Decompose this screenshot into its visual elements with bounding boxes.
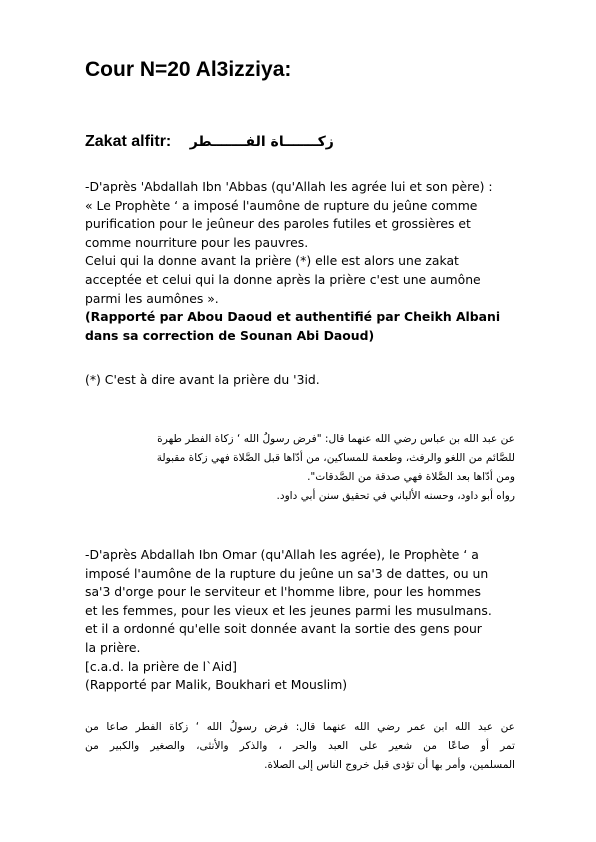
hadith1-arabic-line: عن عبد الله بن عباس رضي الله عنهما قال: "فرض رسولُ الله ‘ زكاة الفطر طهرة (157, 433, 515, 445)
hadith2-line: et il a ordonné qu'elle soit donnée avant la sortie des gens pour (85, 621, 482, 637)
footnote-text: (*) C'est à dire avant la prière du '3id. (85, 372, 320, 387)
hadith1-arabic-line: رواه أبو داود، وحسنه الألباني في تحقيق سنن أبي داود. (276, 490, 515, 502)
subtitle-label: Zakat alfitr: (85, 133, 172, 150)
hadith1-arabic-line: للصَّائم من اللغو والرفث، وطعمة للمساكين، من أدّاها قبل الصَّلاة فهي زكاة مقبولة (156, 452, 515, 464)
hadith2-arabic (85, 718, 515, 775)
subtitle-arabic: زكـــــــاة الفـــــــطر (189, 134, 334, 150)
hadith1-line: parmi les aumônes ». (85, 290, 219, 306)
hadith1-source-line: (Rapporté par Abou Daoud et authentifié par Cheikh Albani (85, 309, 501, 325)
hadith1-arabic-line: ومن أدّاها بعد الصَّلاة فهي صدقة من الصَّدقات". (307, 471, 515, 483)
hadith1-line: -D'après 'Abdallah Ibn 'Abbas (qu'Allah les agrée lui et son père) : (85, 179, 493, 194)
hadith2-line: la prière. (85, 639, 141, 655)
hadith1-arabic (85, 430, 515, 506)
hadith2-line: imposé l'aumône de la rupture du jeûne un sa'3 de dattes, ou un (85, 565, 489, 581)
hadith1-note (85, 371, 517, 390)
hadith1-line: acceptée et celui qui la donne après la prière c'est une aumône (85, 271, 481, 287)
hadith2-arabic-line: عن عبد الله ابن عمر رضي الله عنهما قال: فرض رسولُ الله ‘ زكاة الفطر صاعا من (85, 721, 515, 733)
section-subtitle (85, 133, 334, 151)
hadith2-french (85, 546, 517, 695)
hadith2-line: -D'après Abdallah Ibn Omar (qu'Allah les agrée), le Prophète ‘ a (85, 547, 479, 562)
hadith1-line: purification pour le jeûneur des paroles futiles et grossières et (85, 216, 471, 232)
hadith2-line: et les femmes, pour les vieux et les jeunes parmi les musulmans. (85, 602, 492, 618)
page-title: Cour N=20 Al3izziya: (85, 58, 292, 81)
hadith1-french (85, 178, 517, 345)
hadith2-source-line: (Rapporté par Malik, Boukhari et Mouslim) (85, 677, 348, 693)
hadith2-arabic-line: تمر أو صاعًا من شعير على العبد والحر ، والذكر والأنثى، والصغير والكبير من (85, 740, 515, 752)
hadith2-arabic-line: المسلمين، وأمر بها أن تؤدى قبل خروج الناس إلى الصلاة. (264, 759, 515, 771)
hadith2-line: sa'3 d'orge pour le serviteur et l'homme libre, pour les hommes (85, 584, 482, 600)
hadith1-line: Celui qui la donne avant la prière (*) elle est alors une zakat (85, 253, 459, 269)
hadith2-line: [c.a.d. la prière de l`Aid] (85, 658, 237, 674)
hadith1-line: comme nourriture pour les pauvres. (85, 234, 309, 250)
hadith1-line: « Le Prophète ‘ a imposé l'aumône de rupture du jeûne comme (85, 197, 478, 213)
hadith1-source-line: dans sa correction de Sounan Abi Daoud) (85, 327, 375, 343)
